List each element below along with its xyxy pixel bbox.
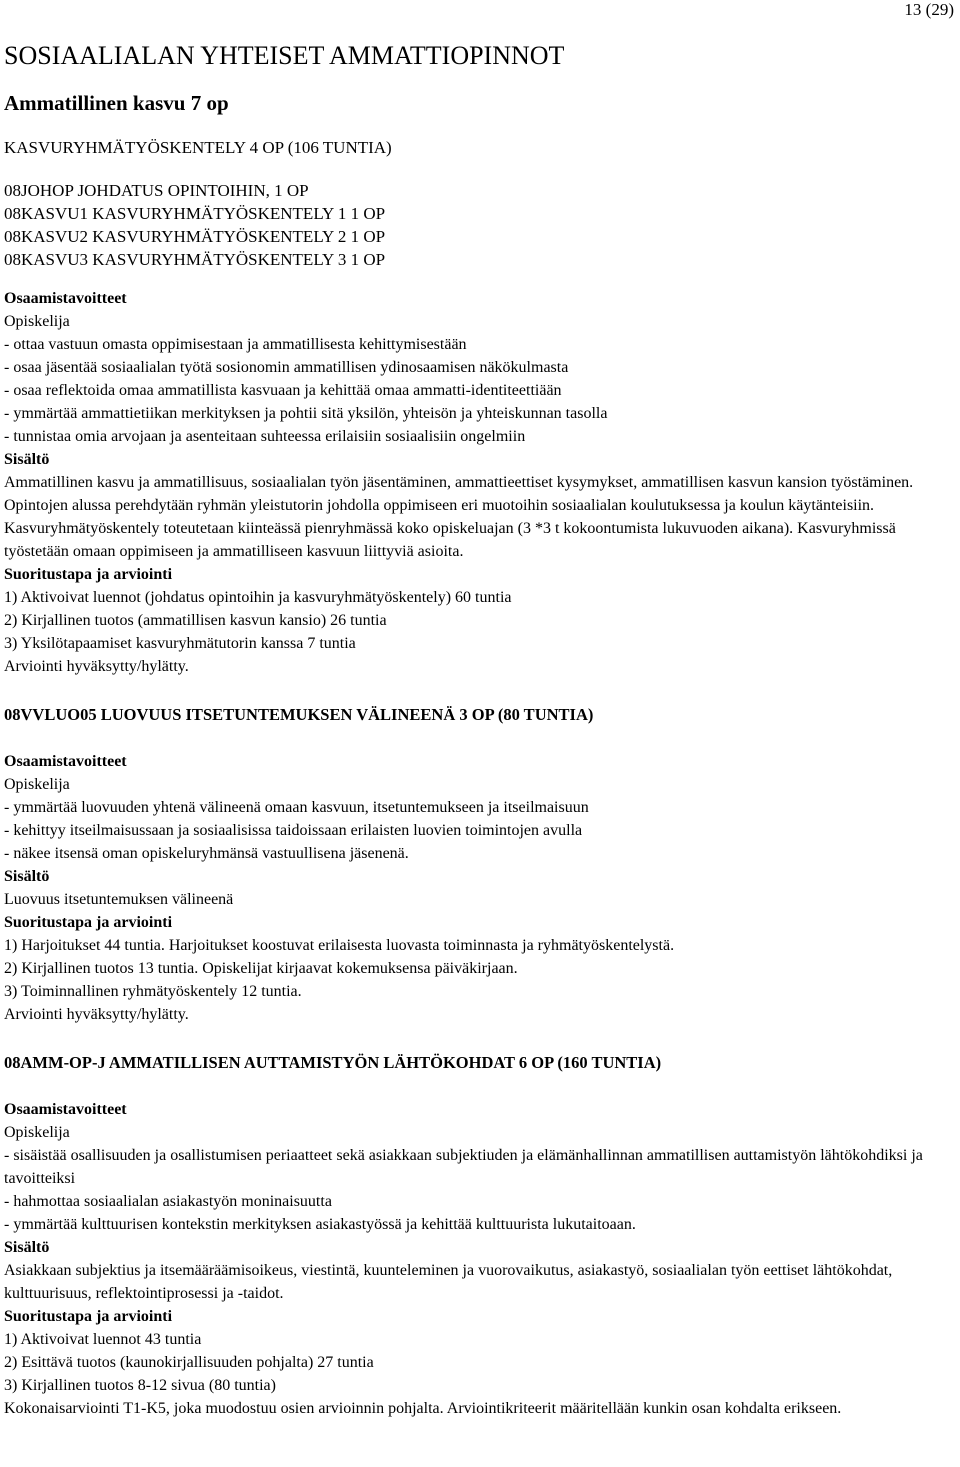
section-auttamistyo (4, 1098, 954, 1420)
module-code: 08KASVU1 KASVURYHMÄTYÖSKENTELY 1 1 OP (4, 204, 386, 223)
course-title-auttamistyo: 08AMM-OP-J AMMATILLISEN AUTTAMISTYÖN LÄHTÖKOHDAT 6 OP (160 TUNTIA) (4, 1053, 662, 1072)
student-label: Opiskelija (4, 776, 70, 793)
method-item: 2) Esittävä tuotos (kaunokirjallisuuden pohjalta) 27 tuntia (4, 1354, 374, 1371)
assessment-text: Arviointi hyväksytty/hylätty. (4, 658, 189, 675)
section-kasvuryhma (4, 287, 954, 678)
module-code-list (4, 179, 954, 271)
goal-item: - sisäistää osallisuuden ja osallistumisen periaatteet sekä asiakkaan subjektiuden ja elämänhallinnan ammatillisen auttamistyön lähtökohdiksi ja tavoitteiksi (4, 1147, 923, 1187)
student-label: Opiskelija (4, 1124, 70, 1141)
goals-heading: Osaamistavoitteet (4, 753, 127, 770)
module-code: 08KASVU2 KASVURYHMÄTYÖSKENTELY 2 1 OP (4, 227, 386, 246)
method-item: 1) Aktivoivat luennot (johdatus opintoihin ja kasvuryhmätyöskentely) 60 tuntia (4, 589, 512, 606)
goal-item: - ymmärtää ammattietiikan merkityksen ja pohtii sitä yksilön, yhteisön ja yhteiskunnan tasolla (4, 405, 608, 422)
student-label: Opiskelija (4, 313, 70, 330)
content-heading: Sisältö (4, 1239, 50, 1256)
content-text: Ammatillinen kasvu ja ammatillisuus, sosiaalialan työn jäsentäminen, ammattieettiset kysymykset, ammatillisen kasvun kansion työstäminen. Opintojen alussa perehdytään ryhmän yleistutorin johdolla oppimiseen eri muotoihin sosiaalialan koulutuksessa ja koulun käytänteisiin. Kasvuryhmätyöskentely toteutetaan kiinteässä pienryhmässä koko opiskeluajan (3 *3 t kokoontumista lukuvuoden aikana). Kasvuryhmissä työstetään omaan oppimiseen ja ammatilliseen kasvuun liittyviä asioita. (4, 474, 914, 560)
module-code: 08JOHOP JOHDATUS OPINTOIHIN, 1 OP (4, 181, 309, 200)
method-item: 2) Kirjallinen tuotos 13 tuntia. Opiskelijat kirjaavat kokemuksensa päiväkirjaan. (4, 960, 518, 977)
document-page (4, 40, 954, 1420)
method-heading: Suoritustapa ja arviointi (4, 914, 173, 931)
goals-heading: Osaamistavoitteet (4, 1101, 127, 1118)
method-item: 3) Kirjallinen tuotos 8-12 sivua (80 tuntia) (4, 1377, 276, 1394)
assessment-text: Arviointi hyväksytty/hylätty. (4, 1006, 189, 1023)
goal-item: - kehittyy itseilmaisussaan ja sosiaalisissa taidoissaan erilaisten luovien toimintojen avulla (4, 822, 583, 839)
method-item: 1) Aktivoivat luennot 43 tuntia (4, 1331, 202, 1348)
method-item: 3) Toiminnallinen ryhmätyöskentely 12 tuntia. (4, 983, 302, 1000)
page-number: 13 (29) (904, 0, 954, 19)
goals-heading: Osaamistavoitteet (4, 290, 127, 307)
goal-item: - ottaa vastuun omasta oppimisestaan ja ammatillisesta kehittymisestään (4, 336, 467, 353)
method-item: 1) Harjoitukset 44 tuntia. Harjoitukset koostuvat erilaisesta luovasta toiminnasta ja ryhmätyöskentelystä. (4, 937, 675, 954)
method-heading: Suoritustapa ja arviointi (4, 566, 173, 583)
document-title: SOSIAALIALAN YHTEISET AMMATTIOPINNOT (4, 41, 565, 70)
content-text: Luovuus itsetuntemuksen välineenä (4, 891, 234, 908)
goal-item: - osaa reflektoida omaa ammatillista kasvuaan ja kehittää omaa ammatti-identiteettiään (4, 382, 562, 399)
method-heading: Suoritustapa ja arviointi (4, 1308, 173, 1325)
goal-item: - hahmottaa sosiaalialan asiakastyön moninaisuutta (4, 1193, 332, 1210)
method-item: 2) Kirjallinen tuotos (ammatillisen kasvun kansio) 26 tuntia (4, 612, 387, 629)
content-heading: Sisältö (4, 868, 50, 885)
course-title-luovuus: 08VVLUO05 LUOVUUS ITSETUNTEMUKSEN VÄLINEENÄ 3 OP (80 TUNTIA) (4, 705, 594, 724)
section-luovuus (4, 750, 954, 1026)
goal-item: - osaa jäsentää sosiaalialan työtä sosionomin ammatillisen ydinosaamisen näkökulmasta (4, 359, 569, 376)
goal-item: - näkee itsensä oman opiskeluryhmänsä vastuullisena jäsenenä. (4, 845, 409, 862)
goal-item: - tunnistaa omia arvojaan ja asenteitaan suhteessa erilaisiin sosiaalisiin ongelmiin (4, 428, 526, 445)
document-subtitle: Ammatillinen kasvu 7 op (4, 91, 229, 115)
goal-item: - ymmärtää kulttuurisen kontekstin merkityksen asiakastyössä ja kehittää kulttuurista lukutaitoaan. (4, 1216, 636, 1233)
assessment-text: Kokonaisarviointi T1-K5, joka muodostuu osien arvioinnin pohjalta. Arviointikriteerit määritellään kunkin osan kohdalta erikseen. (4, 1400, 842, 1417)
content-text: Asiakkaan subjektius ja itsemääräämisoikeus, viestintä, kuunteleminen ja vuorovaikutus, asiakastyö, sosiaalialan työn eettiset lähtökohdat, kulttuurisuus, reflektointiprosessi ja -taidot. (4, 1262, 893, 1302)
method-item: 3) Yksilötapaamiset kasvuryhmätutorin kanssa 7 tuntia (4, 635, 356, 652)
content-heading: Sisältö (4, 451, 50, 468)
module-title: KASVURYHMÄTYÖSKENTELY 4 OP (106 TUNTIA) (4, 138, 392, 157)
module-code: 08KASVU3 KASVURYHMÄTYÖSKENTELY 3 1 OP (4, 250, 386, 269)
goal-item: - ymmärtää luovuuden yhtenä välineenä omaan kasvuun, itsetuntemukseen ja itseilmaisuun (4, 799, 589, 816)
